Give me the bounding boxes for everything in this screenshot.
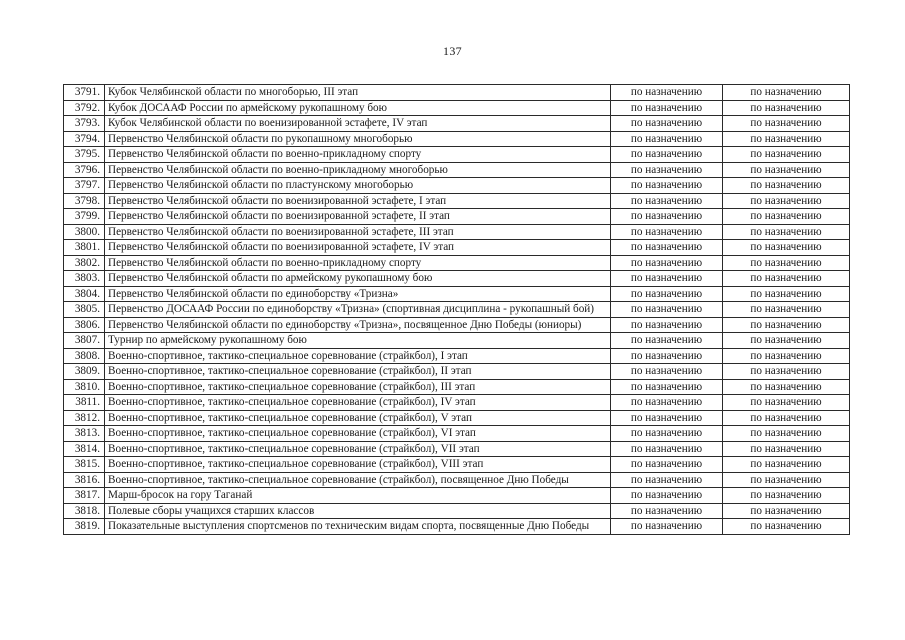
- assignment-cell: по назначению: [611, 286, 723, 302]
- table-row: [64, 333, 850, 349]
- competition-table: [63, 84, 850, 535]
- assignment-cell: по назначению: [611, 410, 723, 426]
- assignment-cell: по назначению: [611, 519, 723, 535]
- assignment-cell: по назначению: [611, 209, 723, 225]
- row-number: 3811.: [64, 395, 105, 411]
- assignment-cell: по назначению: [723, 209, 850, 225]
- table-row: [64, 441, 850, 457]
- assignment-cell: по назначению: [611, 131, 723, 147]
- assignment-cell: по назначению: [723, 441, 850, 457]
- row-number: 3815.: [64, 457, 105, 473]
- event-name: Турнир по армейскому рукопашному бою: [105, 333, 611, 349]
- event-name: Военно-спортивное, тактико-специальное соревнование (страйкбол), I этап: [105, 348, 611, 364]
- assignment-cell: по назначению: [611, 472, 723, 488]
- table-row: [64, 255, 850, 271]
- table-row: [64, 85, 850, 101]
- assignment-cell: по назначению: [723, 348, 850, 364]
- row-number: 3803.: [64, 271, 105, 287]
- assignment-cell: по назначению: [611, 364, 723, 380]
- event-name: Первенство Челябинской области по единоборству «Тризна»: [105, 286, 611, 302]
- assignment-cell: по назначению: [723, 379, 850, 395]
- row-number: 3816.: [64, 472, 105, 488]
- event-name: Первенство ДОСААФ России по единоборству «Тризна» (спортивная дисциплина - рукопашный бой): [105, 302, 611, 318]
- row-number: 3805.: [64, 302, 105, 318]
- row-number: 3800.: [64, 224, 105, 240]
- assignment-cell: по назначению: [723, 317, 850, 333]
- assignment-cell: по назначению: [723, 457, 850, 473]
- assignment-cell: по назначению: [611, 178, 723, 194]
- assignment-cell: по назначению: [611, 317, 723, 333]
- event-name: Первенство Челябинской области по рукопашному многоборью: [105, 131, 611, 147]
- row-number: 3801.: [64, 240, 105, 256]
- assignment-cell: по назначению: [611, 488, 723, 504]
- table-row: [64, 100, 850, 116]
- assignment-cell: по назначению: [611, 255, 723, 271]
- event-name: Первенство Челябинской области по армейскому рукопашному бою: [105, 271, 611, 287]
- event-name: Первенство Челябинской области по военизированной эстафете, I этап: [105, 193, 611, 209]
- row-number: 3808.: [64, 348, 105, 364]
- row-number: 3817.: [64, 488, 105, 504]
- assignment-cell: по назначению: [611, 441, 723, 457]
- row-number: 3793.: [64, 116, 105, 132]
- event-name: Военно-спортивное, тактико-специальное соревнование (страйкбол), посвященное Дню Победы: [105, 472, 611, 488]
- assignment-cell: по назначению: [723, 488, 850, 504]
- table-body: [64, 85, 850, 535]
- assignment-cell: по назначению: [611, 271, 723, 287]
- row-number: 3810.: [64, 379, 105, 395]
- table-row: [64, 519, 850, 535]
- table-row: [64, 426, 850, 442]
- table-row: [64, 395, 850, 411]
- table-row: [64, 209, 850, 225]
- assignment-cell: по назначению: [723, 193, 850, 209]
- row-number: 3809.: [64, 364, 105, 380]
- table-row: [64, 302, 850, 318]
- assignment-cell: по назначению: [723, 302, 850, 318]
- assignment-cell: по назначению: [611, 147, 723, 163]
- assignment-cell: по назначению: [611, 100, 723, 116]
- table-row: [64, 472, 850, 488]
- event-name: Военно-спортивное, тактико-специальное соревнование (страйкбол), IV этап: [105, 395, 611, 411]
- assignment-cell: по назначению: [611, 193, 723, 209]
- table-row: [64, 348, 850, 364]
- assignment-cell: по назначению: [611, 85, 723, 101]
- row-number: 3818.: [64, 503, 105, 519]
- table-row: [64, 193, 850, 209]
- assignment-cell: по назначению: [723, 395, 850, 411]
- table-row: [64, 178, 850, 194]
- row-number: 3807.: [64, 333, 105, 349]
- assignment-cell: по назначению: [611, 224, 723, 240]
- row-number: 3791.: [64, 85, 105, 101]
- assignment-cell: по назначению: [611, 302, 723, 318]
- page-number: 137: [443, 44, 462, 58]
- assignment-cell: по назначению: [723, 178, 850, 194]
- row-number: 3814.: [64, 441, 105, 457]
- table-row: [64, 364, 850, 380]
- event-name: Кубок Челябинской области по многоборью, III этап: [105, 85, 611, 101]
- row-number: 3797.: [64, 178, 105, 194]
- assignment-cell: по назначению: [723, 271, 850, 287]
- table-row: [64, 503, 850, 519]
- assignment-cell: по назначению: [611, 240, 723, 256]
- event-name: Военно-спортивное, тактико-специальное соревнование (страйкбол), III этап: [105, 379, 611, 395]
- row-number: 3819.: [64, 519, 105, 535]
- row-number: 3804.: [64, 286, 105, 302]
- event-name: Полевые сборы учащихся старших классов: [105, 503, 611, 519]
- assignment-cell: по назначению: [723, 85, 850, 101]
- row-number: 3792.: [64, 100, 105, 116]
- assignment-cell: по назначению: [723, 472, 850, 488]
- table-row: [64, 131, 850, 147]
- assignment-cell: по назначению: [723, 503, 850, 519]
- assignment-cell: по назначению: [611, 457, 723, 473]
- event-name: Марш-бросок на гору Таганай: [105, 488, 611, 504]
- row-number: 3802.: [64, 255, 105, 271]
- assignment-cell: по назначению: [611, 162, 723, 178]
- event-name: Первенство Челябинской области по военизированной эстафете, II этап: [105, 209, 611, 225]
- assignment-cell: по назначению: [723, 147, 850, 163]
- event-name: Военно-спортивное, тактико-специальное соревнование (страйкбол), VI этап: [105, 426, 611, 442]
- row-number: 3806.: [64, 317, 105, 333]
- assignment-cell: по назначению: [723, 100, 850, 116]
- event-name: Показательные выступления спортсменов по техническим видам спорта, посвященные Дню Победы: [105, 519, 611, 535]
- assignment-cell: по назначению: [723, 162, 850, 178]
- event-name: Первенство Челябинской области по единоборству «Тризна», посвященное Дню Победы (юниоры): [105, 317, 611, 333]
- event-name: Военно-спортивное, тактико-специальное соревнование (страйкбол), VII этап: [105, 441, 611, 457]
- assignment-cell: по назначению: [723, 224, 850, 240]
- assignment-cell: по назначению: [723, 333, 850, 349]
- event-name: Кубок ДОСААФ России по армейскому рукопашному бою: [105, 100, 611, 116]
- event-name: Первенство Челябинской области по военизированной эстафете, IV этап: [105, 240, 611, 256]
- event-name: Первенство Челябинской области по пластунскому многоборью: [105, 178, 611, 194]
- table-row: [64, 286, 850, 302]
- table-row: [64, 116, 850, 132]
- table-row: [64, 317, 850, 333]
- row-number: 3798.: [64, 193, 105, 209]
- row-number: 3813.: [64, 426, 105, 442]
- event-name: Военно-спортивное, тактико-специальное соревнование (страйкбол), VIII этап: [105, 457, 611, 473]
- event-name: Военно-спортивное, тактико-специальное соревнование (страйкбол), II этап: [105, 364, 611, 380]
- event-name: Первенство Челябинской области по военно-прикладному спорту: [105, 255, 611, 271]
- assignment-cell: по назначению: [723, 131, 850, 147]
- table-row: [64, 379, 850, 395]
- assignment-cell: по назначению: [723, 364, 850, 380]
- table-row: [64, 457, 850, 473]
- event-name: Первенство Челябинской области по военно-прикладному многоборью: [105, 162, 611, 178]
- event-name: Первенство Челябинской области по военно-прикладному спорту: [105, 147, 611, 163]
- row-number: 3794.: [64, 131, 105, 147]
- table-row: [64, 162, 850, 178]
- table-row: [64, 224, 850, 240]
- assignment-cell: по назначению: [611, 379, 723, 395]
- assignment-cell: по назначению: [723, 116, 850, 132]
- event-name: Кубок Челябинской области по военизированной эстафете, IV этап: [105, 116, 611, 132]
- row-number: 3795.: [64, 147, 105, 163]
- assignment-cell: по назначению: [611, 426, 723, 442]
- assignment-cell: по назначению: [723, 410, 850, 426]
- event-name: Первенство Челябинской области по военизированной эстафете, III этап: [105, 224, 611, 240]
- table-row: [64, 240, 850, 256]
- assignment-cell: по назначению: [611, 395, 723, 411]
- assignment-cell: по назначению: [611, 348, 723, 364]
- assignment-cell: по назначению: [723, 240, 850, 256]
- assignment-cell: по назначению: [723, 426, 850, 442]
- table-row: [64, 488, 850, 504]
- assignment-cell: по назначению: [611, 503, 723, 519]
- table-row: [64, 147, 850, 163]
- table-row: [64, 410, 850, 426]
- assignment-cell: по назначению: [723, 255, 850, 271]
- assignment-cell: по назначению: [611, 116, 723, 132]
- assignment-cell: по назначению: [611, 333, 723, 349]
- row-number: 3799.: [64, 209, 105, 225]
- row-number: 3812.: [64, 410, 105, 426]
- row-number: 3796.: [64, 162, 105, 178]
- event-name: Военно-спортивное, тактико-специальное соревнование (страйкбол), V этап: [105, 410, 611, 426]
- table-row: [64, 271, 850, 287]
- assignment-cell: по назначению: [723, 519, 850, 535]
- assignment-cell: по назначению: [723, 286, 850, 302]
